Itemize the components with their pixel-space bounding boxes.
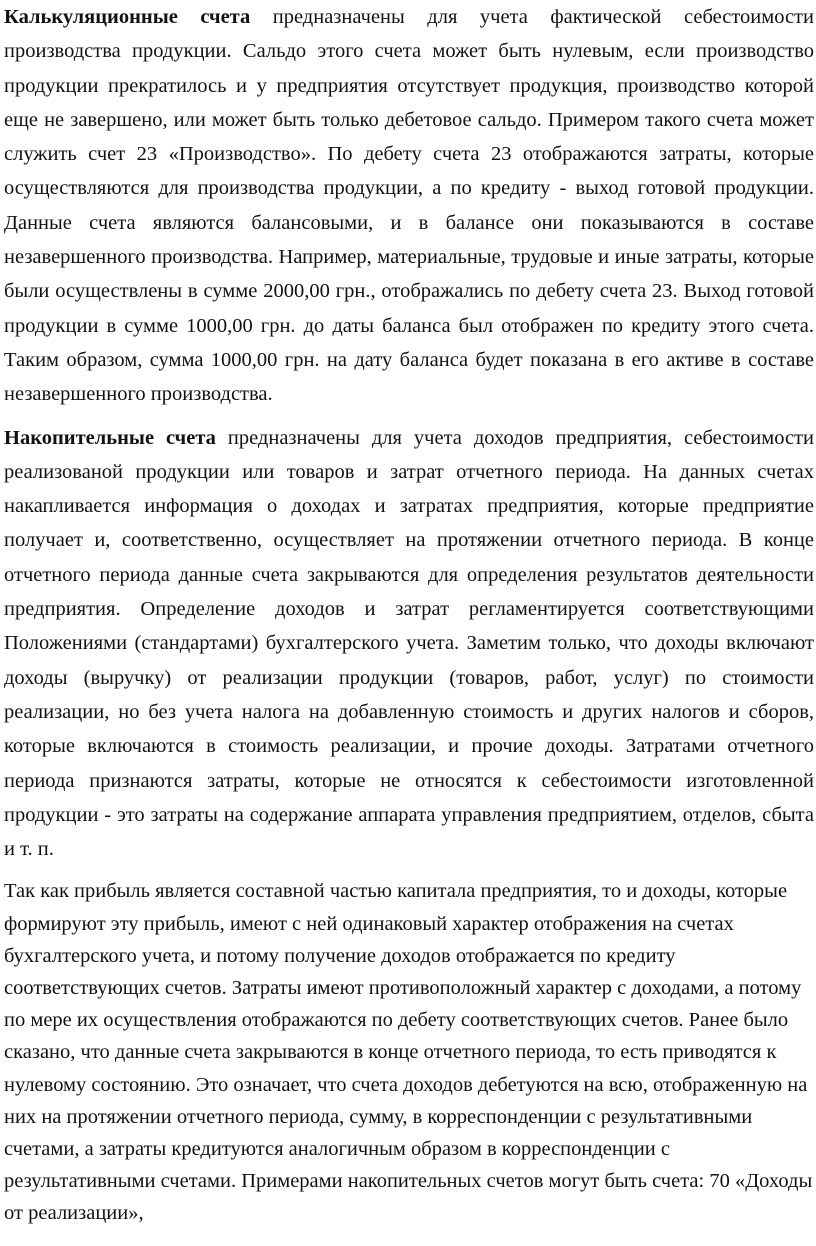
paragraph-accumulation-accounts — [4, 421, 814, 867]
paragraph-profit-income — [4, 875, 814, 1229]
paragraph-text: предназначены для учета фактической себестоимости производства продукции. Сальдо этого счета может быть нулевым, если производство продукции прекратилось и у предприятия отсутствует продукция, производство которой еще не завершено, или может быть только дебетовое сальдо. Примером такого счета может служить счет 23 «Производство». По дебету счета 23 отображаются затраты, которые осуществляются для производства продукции, а по кредиту - выход готовой продукции. Данные счета являются балансовыми, и в балансе они показываются в составе незавершенного производства. Например, материальные, трудовые и иные затраты, которые были осуществлены в сумме 2000,00 грн., отображались по дебету счета 23. Выход готовой продукции в сумме 1000,00 грн. до даты баланса был отображен по кредиту этого счета. Таким образом, сумма 1000,00 грн. на дату баланса будет показана в его активе в составе незавершенного производства. — [4, 6, 814, 406]
paragraph-text: Так как прибыль является составной частью капитала предприятия, то и доходы, которые формируют эту прибыль, имеют с ней одинаковый характер отображения на счетах бухгалтерского учета, и потому получение доходов отображается по кредиту соответствующих счетов. Затраты имеют противоположный характер с доходами, а потому по мере их осуществления отображаются по дебету соответствующих счетов. Ранее было сказано, что данные счета закрываются в конце отчетного периода, то есть приводятся к нулевому состоянию. Это означает, что счета доходов дебетуются на всю, отображенную на них на протяжении отчетного периода, сумму, в корреспонденции с результативными счетами, а затраты кредитуются аналогичным образом в корреспонденции с результативными счетами. Примерами накопительных счетов могут быть счета: 70 «Доходы от реализации», — [4, 880, 813, 1225]
term-accumulation-accounts: Накопительные счета — [4, 426, 216, 449]
paragraph-text: предназначены для учета доходов предприятия, себестоимости реализованой продукции или товаров и затрат отчетного периода. На данных счетах накапливается информация о доходах и затратах предприятия, которые предприятие получает и, соответственно, осуществляет на протяжении отчетного периода. В конце отчетного периода данные счета закрываются для определения результатов деятельности предприятия. Определение доходов и затрат регламентируется соответствующими Положениями (стандартами) бухгалтерского учета. Заметим только, что доходы включают доходы (выручку) от реализации продукции (товаров, работ, услуг) по стоимости реализации, но без учета налога на добавленную стоимость и других налогов и сборов, которые включаются в стоимость реализации, и прочие доходы. Затратами отчетного периода признаются затраты, которые не относятся к себестоимости изготовленной продукции - это затраты на содержание аппарата управления предприятием, отделов, сбыта и т. п. — [4, 426, 814, 861]
term-calculation-accounts: Калькуляционные счета — [4, 6, 251, 28]
paragraph-calculation-accounts — [4, 0, 814, 412]
